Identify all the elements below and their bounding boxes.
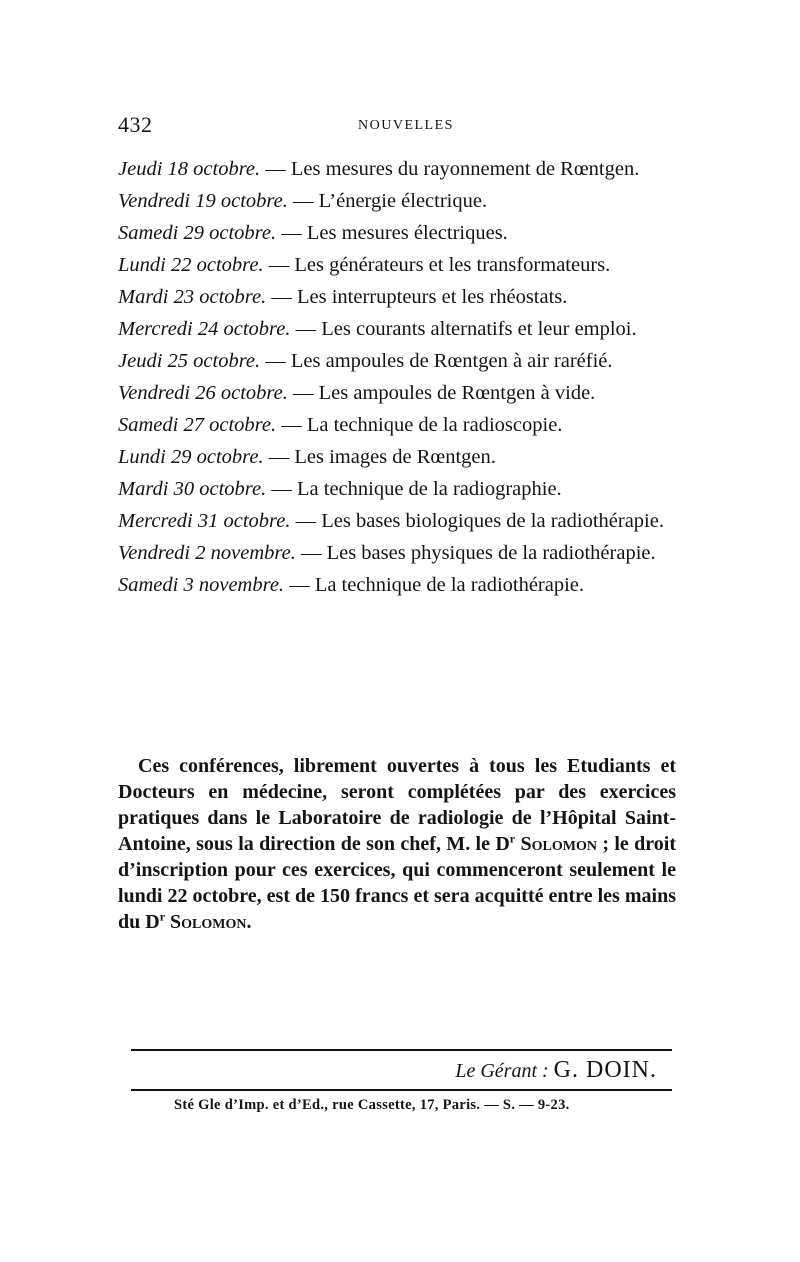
entry-dash: — (265, 158, 286, 180)
entry-date: 26 octobre. (195, 382, 288, 404)
schedule-entry (118, 316, 676, 342)
schedule-entry (118, 508, 676, 534)
schedule-entry (118, 348, 676, 374)
schedule-entry (118, 156, 676, 182)
entry-day: Jeudi (118, 350, 163, 372)
entry-topic: Les mesures du rayonnement de Rœntgen. (290, 158, 640, 180)
entry-day: Vendredi (118, 190, 191, 212)
entry-dash: — (271, 286, 292, 308)
entry-dash: — (300, 542, 322, 564)
entry-dash: — (295, 318, 317, 340)
entry-day: Lundi (118, 254, 166, 276)
entry-day: Vendredi (118, 542, 191, 564)
doctor-name: Solomon (520, 833, 597, 855)
entry-day: Vendredi (118, 382, 191, 404)
entry-topic: Les courants alternatifs et leur emploi. (321, 318, 637, 340)
entry-dash: — (281, 414, 302, 436)
entry-topic: Les ampoules de Rœntgen à vide. (318, 382, 596, 404)
gerant-name: G. DOIN. (553, 1057, 657, 1083)
entry-day: Mercredi (118, 318, 193, 340)
schedule-entry (118, 188, 676, 214)
entry-topic: Les mesures électriques. (306, 222, 508, 244)
entry-day: Jeudi (118, 158, 163, 180)
entry-dash: — (268, 446, 290, 468)
entry-date: 29 octobre. (183, 222, 277, 244)
entry-dash: — (281, 222, 302, 244)
entry-topic: Les interrupteurs et les rhéostats. (297, 286, 568, 308)
entry-topic: La technique de la radiothérapie. (314, 574, 585, 596)
running-head (118, 112, 672, 136)
entry-date: 29 octobre. (170, 446, 264, 468)
entry-date: 22 octobre. (170, 254, 264, 276)
schedule-entry (118, 476, 676, 502)
notice-text-1: Ces conférences, librement ouvertes à tous les Etudiants et Docteurs en médecine, seront complétées par des exercices pratiques dans le Laboratoire de radiologie de l’Hôpital Saint-Antoine, sous la direction de son chef, M. le D (118, 755, 676, 855)
entry-dash: — (293, 382, 314, 404)
entry-day: Lundi (118, 446, 166, 468)
entry-topic: L’énergie électrique. (318, 190, 488, 212)
entry-day: Samedi (118, 222, 179, 244)
section-title: NOUVELLES (358, 118, 454, 133)
notice-text-2: ; le droit d’inscription pour ces exercices, qui commenceront seulement le lundi 22 octobre, est de 150 francs et sera acquitté entre les mains du D (118, 833, 677, 933)
entry-topic: La technique de la radioscopie. (306, 414, 563, 436)
entry-date: 19 octobre. (195, 190, 288, 212)
entry-date: 2 novembre. (195, 542, 296, 564)
schedule-entry (118, 380, 676, 406)
entry-date: 24 octobre. (197, 318, 291, 340)
printer-imprint: Sté Gle d’Imp. et d’Ed., rue Cassette, 17, Paris. — S. — 9-23. (174, 1097, 570, 1113)
entry-day: Samedi (118, 574, 179, 596)
gerant-line (131, 1055, 657, 1086)
lecture-schedule (118, 156, 676, 604)
entry-dash: — (271, 478, 292, 500)
entry-dash: — (289, 574, 310, 596)
schedule-entry (118, 444, 676, 470)
notice-end-period: . (246, 911, 252, 933)
entry-topic: Les ampoules de Rœntgen à air raréfié. (290, 350, 613, 372)
notice-paragraph (118, 753, 676, 935)
entry-date: 30 octobre. (173, 478, 267, 500)
entry-date: 31 octobre. (197, 510, 291, 532)
schedule-entry (118, 540, 676, 566)
entry-topic: Les générateurs et les transformateurs. (294, 254, 611, 276)
entry-day: Mardi (118, 286, 169, 308)
schedule-entry (118, 572, 676, 598)
entry-date: 18 octobre. (167, 158, 261, 180)
entry-day: Samedi (118, 414, 179, 436)
schedule-entry (118, 220, 676, 246)
schedule-entry (118, 284, 676, 310)
gerant-label: Le Gérant : (455, 1060, 549, 1082)
doctor-name-2: Solomon (170, 911, 247, 933)
entry-dash: — (265, 350, 286, 372)
footer-rule-top (131, 1049, 672, 1051)
entry-topic: Les bases biologiques de la radiothérapie. (321, 510, 664, 532)
doctor-abbrev-sup: r (509, 831, 516, 846)
doctor-abbrev-sup-2: r (159, 909, 166, 924)
entry-day: Mercredi (118, 510, 193, 532)
entry-date: 3 novembre. (183, 574, 285, 596)
entry-date: 23 octobre. (173, 286, 267, 308)
entry-topic: La technique de la radiographie. (297, 478, 562, 500)
entry-day: Mardi (118, 478, 169, 500)
schedule-entry (118, 412, 676, 438)
entry-dash: — (295, 510, 317, 532)
schedule-entry (118, 252, 676, 278)
entry-date: 25 octobre. (167, 350, 261, 372)
entry-topic: Les bases physiques de la radiothérapie. (326, 542, 656, 564)
entry-date: 27 octobre. (183, 414, 277, 436)
entry-dash: — (293, 190, 314, 212)
entry-dash: — (268, 254, 290, 276)
page-number: 432 (118, 112, 153, 137)
entry-topic: Les images de Rœntgen. (294, 446, 496, 468)
footer-rule-bottom (131, 1089, 672, 1091)
